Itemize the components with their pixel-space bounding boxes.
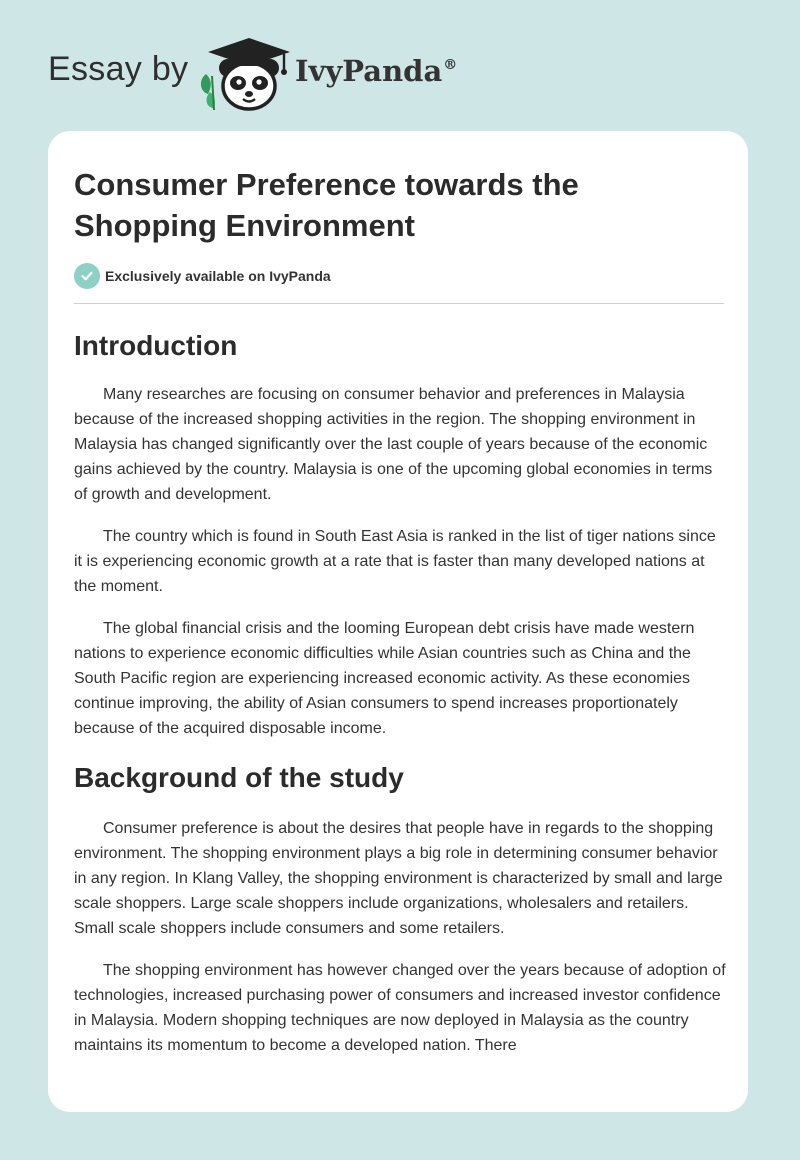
brand-prefix: Essay by (48, 50, 189, 88)
paragraph: The shopping environment has however changed over the years because of adoption of technologies, increased purchasing power of consumers and increased investor confidence in Malaysia. Modern shopping techniques are now deployed in Malaysia as the country maintains its momentum to become a developed nation. There (74, 962, 726, 1054)
brand-name: IvyPanda® (295, 54, 458, 88)
registered-mark: ® (443, 57, 458, 73)
exclusive-badge (74, 262, 331, 290)
article-body (74, 326, 726, 1075)
section-heading-background: Background of the study (74, 762, 404, 793)
title-line-2: Shopping Environment (74, 208, 415, 243)
brand-header[interactable] (48, 36, 508, 116)
divider (74, 303, 724, 304)
paragraph: The global financial crisis and the looming European debt crisis have made western nations to experience economic difficulties while Asian countries such as China and the South Pacific region are experiencing increased economic activity. As these economies continue improving, the ability of Asian consumers to spend increases proportionately because of the acquired disposable income. (74, 620, 695, 737)
paragraph: Consumer preference is about the desires that people have in regards to the shopping environment. The shopping environment plays a big role in determining consumer behavior in any region. In Klang Valley, the shopping environment is characterized by small and large scale shoppers. Large scale shoppers include organizations, wholesalers and retailers. Small scale shoppers include consumers and some retailers. (74, 820, 723, 937)
panda-graduate-icon (198, 36, 293, 112)
paragraph: The country which is found in South East Asia is ranked in the list of tiger nations since it is experiencing economic growth at a rate that is faster than many developed nations at the moment. (74, 528, 716, 595)
section-heading-introduction: Introduction (74, 330, 238, 361)
paragraph: Many researches are focusing on consumer behavior and preferences in Malaysia because of the increased shopping activities in the region. The shopping environment in Malaysia has changed significantly over the last couple of years because of the economic gains achieved by the country. Malaysia is one of the upcoming global economies in terms of growth and development. (74, 386, 713, 503)
essay-card (48, 131, 748, 1112)
page-title (74, 164, 579, 246)
title-line-1: Consumer Preference towards the (74, 167, 579, 202)
badge-text: Exclusively available on IvyPanda (105, 268, 331, 284)
check-circle-icon (74, 263, 100, 289)
